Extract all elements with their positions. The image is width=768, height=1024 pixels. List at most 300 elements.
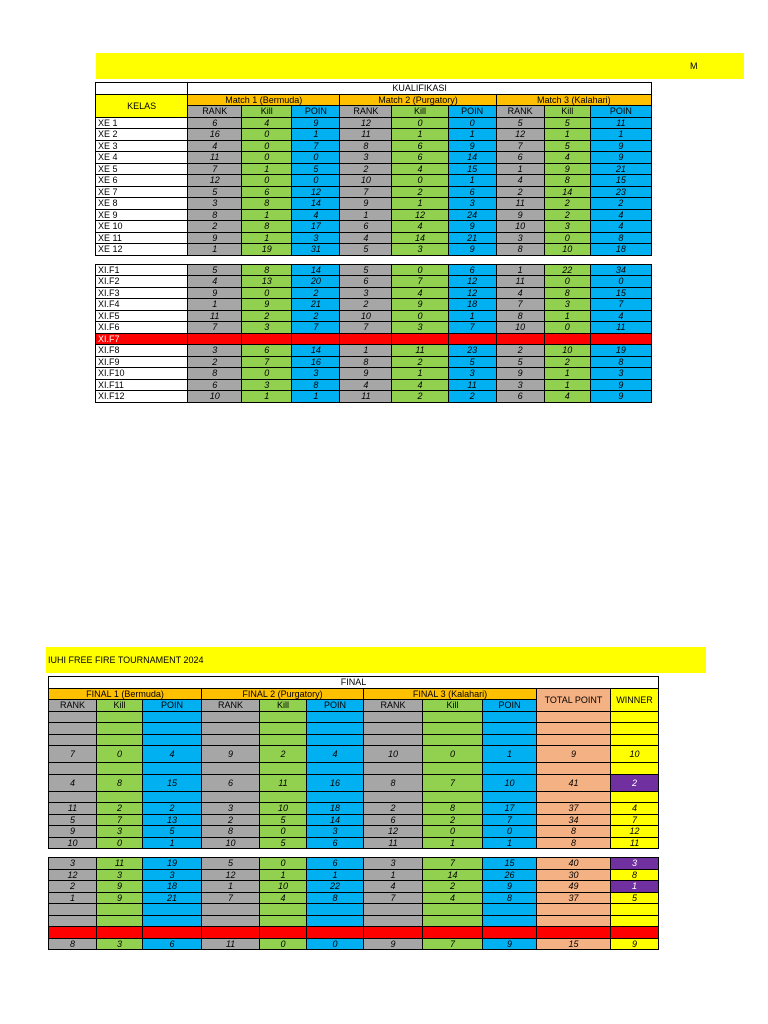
gap-cell bbox=[496, 255, 544, 264]
score-cell: 2 bbox=[544, 198, 590, 210]
table-row bbox=[49, 881, 659, 893]
score-cell: 0 bbox=[97, 746, 143, 763]
score-cell bbox=[143, 915, 202, 927]
score-cell: 3 bbox=[97, 938, 143, 950]
score-cell: 12 bbox=[292, 186, 340, 198]
total-point-cell: 8 bbox=[537, 837, 611, 849]
score-cell: 9 bbox=[590, 379, 651, 391]
score-cell bbox=[423, 904, 483, 916]
score-cell: 0 bbox=[242, 140, 292, 152]
score-cell: 1 bbox=[496, 163, 544, 175]
score-cell bbox=[260, 904, 307, 916]
gap-cell bbox=[97, 849, 143, 858]
score-cell: 21 bbox=[590, 163, 651, 175]
winner-cell: 8 bbox=[611, 869, 659, 881]
score-cell: 10 bbox=[496, 322, 544, 334]
table-row bbox=[49, 915, 659, 927]
score-cell: 1 bbox=[448, 175, 496, 187]
gap-cell bbox=[292, 255, 340, 264]
score-cell: 1 bbox=[496, 264, 544, 276]
score-cell: 1 bbox=[392, 198, 448, 210]
score-cell: 9 bbox=[483, 881, 537, 893]
score-cell: 9 bbox=[188, 232, 242, 244]
score-cell: 0 bbox=[544, 232, 590, 244]
score-cell: 11 bbox=[590, 117, 651, 129]
winner-header: WINNER bbox=[611, 688, 659, 711]
score-cell bbox=[49, 791, 97, 803]
column-header: POIN bbox=[590, 106, 651, 118]
score-cell bbox=[49, 763, 97, 775]
score-cell: 1 bbox=[392, 368, 448, 380]
table-row bbox=[49, 734, 659, 746]
table-row bbox=[49, 927, 659, 939]
score-cell bbox=[292, 333, 340, 345]
score-cell: 6 bbox=[496, 391, 544, 403]
score-cell: 4 bbox=[340, 232, 392, 244]
score-cell bbox=[143, 734, 202, 746]
score-cell: 6 bbox=[448, 264, 496, 276]
table-row bbox=[96, 391, 652, 403]
score-cell: 5 bbox=[260, 837, 307, 849]
score-cell: 6 bbox=[242, 345, 292, 357]
score-cell: 11 bbox=[188, 152, 242, 164]
score-cell: 14 bbox=[392, 232, 448, 244]
score-cell: 1 bbox=[307, 869, 364, 881]
score-cell: 0 bbox=[392, 175, 448, 187]
score-cell: 1 bbox=[544, 368, 590, 380]
table-row bbox=[49, 791, 659, 803]
score-cell: 0 bbox=[590, 276, 651, 288]
table-row bbox=[96, 322, 652, 334]
score-cell: 11 bbox=[188, 310, 242, 322]
score-cell bbox=[423, 927, 483, 939]
score-cell bbox=[307, 904, 364, 916]
score-cell: 3 bbox=[448, 198, 496, 210]
score-cell: 5 bbox=[544, 140, 590, 152]
table-row bbox=[49, 803, 659, 815]
score-cell: 12 bbox=[202, 869, 260, 881]
score-cell bbox=[49, 723, 97, 735]
score-cell: 7 bbox=[188, 163, 242, 175]
final-match-header: FINAL 3 (Kalahari) bbox=[364, 688, 537, 700]
score-cell: 15 bbox=[143, 774, 202, 791]
kelas-header: KELAS bbox=[96, 94, 188, 117]
score-cell: 1 bbox=[260, 869, 307, 881]
score-cell bbox=[483, 927, 537, 939]
score-cell: 1 bbox=[340, 345, 392, 357]
match-header: Match 1 (Bermuda) bbox=[188, 94, 340, 106]
score-cell: 7 bbox=[202, 892, 260, 904]
score-cell bbox=[392, 333, 448, 345]
score-cell: 6 bbox=[496, 152, 544, 164]
score-cell: 9 bbox=[590, 152, 651, 164]
table-row bbox=[96, 264, 652, 276]
score-cell: 9 bbox=[340, 198, 392, 210]
score-cell: 19 bbox=[590, 345, 651, 357]
score-cell bbox=[423, 915, 483, 927]
table-row bbox=[96, 287, 652, 299]
final-match-header: FINAL 2 (Purgatory) bbox=[202, 688, 364, 700]
gap-cell bbox=[307, 849, 364, 858]
gap-cell bbox=[96, 255, 188, 264]
total-point-cell bbox=[537, 723, 611, 735]
score-cell: 1 bbox=[483, 746, 537, 763]
total-point-cell: 15 bbox=[537, 938, 611, 950]
score-cell: 24 bbox=[448, 209, 496, 221]
score-cell: 2 bbox=[292, 287, 340, 299]
score-cell: 9 bbox=[49, 826, 97, 838]
score-cell: 19 bbox=[242, 244, 292, 256]
score-cell bbox=[143, 711, 202, 723]
winner-cell bbox=[611, 711, 659, 723]
score-cell bbox=[97, 915, 143, 927]
score-cell: 17 bbox=[292, 221, 340, 233]
score-cell bbox=[364, 723, 423, 735]
score-cell: 8 bbox=[340, 140, 392, 152]
table-row bbox=[49, 826, 659, 838]
score-cell: 7 bbox=[496, 299, 544, 311]
score-cell: 11 bbox=[496, 198, 544, 210]
total-point-cell: 37 bbox=[537, 892, 611, 904]
score-cell: 2 bbox=[260, 746, 307, 763]
score-cell: 5 bbox=[340, 244, 392, 256]
score-cell: 8 bbox=[242, 221, 292, 233]
score-cell: 5 bbox=[202, 858, 260, 870]
column-header: RANK bbox=[364, 700, 423, 712]
total-point-cell: 41 bbox=[537, 774, 611, 791]
total-point-header: TOTAL POINT bbox=[537, 688, 611, 711]
score-cell: 4 bbox=[49, 774, 97, 791]
score-cell: 11 bbox=[496, 276, 544, 288]
column-header: RANK bbox=[202, 700, 260, 712]
score-cell: 14 bbox=[423, 869, 483, 881]
score-cell: 7 bbox=[423, 774, 483, 791]
score-cell: 5 bbox=[188, 264, 242, 276]
score-cell: 4 bbox=[188, 140, 242, 152]
final-title-row bbox=[49, 677, 659, 689]
score-cell: 10 bbox=[49, 837, 97, 849]
score-cell bbox=[307, 791, 364, 803]
class-label: XE 1 bbox=[96, 117, 188, 129]
score-cell: 12 bbox=[188, 175, 242, 187]
total-point-cell bbox=[537, 904, 611, 916]
score-cell bbox=[364, 791, 423, 803]
score-cell: 1 bbox=[242, 209, 292, 221]
score-cell: 13 bbox=[143, 814, 202, 826]
score-cell: 8 bbox=[590, 232, 651, 244]
score-cell: 2 bbox=[392, 391, 448, 403]
score-cell bbox=[364, 763, 423, 775]
score-cell bbox=[202, 927, 260, 939]
score-cell bbox=[143, 763, 202, 775]
score-cell: 12 bbox=[448, 287, 496, 299]
score-cell: 12 bbox=[340, 117, 392, 129]
class-label: XE 2 bbox=[96, 129, 188, 141]
score-cell: 1 bbox=[188, 244, 242, 256]
score-cell: 4 bbox=[544, 391, 590, 403]
score-cell bbox=[423, 791, 483, 803]
total-point-cell: 37 bbox=[537, 803, 611, 815]
score-cell: 11 bbox=[590, 322, 651, 334]
table-row bbox=[49, 711, 659, 723]
score-cell: 12 bbox=[392, 209, 448, 221]
score-cell bbox=[307, 915, 364, 927]
score-cell: 8 bbox=[544, 175, 590, 187]
score-cell: 2 bbox=[188, 356, 242, 368]
score-cell: 14 bbox=[544, 186, 590, 198]
winner-cell: 10 bbox=[611, 746, 659, 763]
score-cell: 9 bbox=[448, 244, 496, 256]
score-cell: 0 bbox=[423, 746, 483, 763]
table-row bbox=[49, 858, 659, 870]
row-gap bbox=[96, 255, 652, 264]
score-cell: 4 bbox=[392, 379, 448, 391]
score-cell: 0 bbox=[242, 129, 292, 141]
score-cell bbox=[49, 915, 97, 927]
score-cell: 7 bbox=[188, 322, 242, 334]
score-cell: 8 bbox=[307, 892, 364, 904]
gap-cell bbox=[242, 255, 292, 264]
score-cell bbox=[143, 791, 202, 803]
score-cell: 11 bbox=[202, 938, 260, 950]
score-cell: 10 bbox=[483, 774, 537, 791]
table-row bbox=[49, 746, 659, 763]
score-cell bbox=[483, 734, 537, 746]
score-cell: 1 bbox=[448, 129, 496, 141]
table-row bbox=[96, 356, 652, 368]
score-cell bbox=[97, 711, 143, 723]
score-cell: 7 bbox=[242, 356, 292, 368]
score-cell: 9 bbox=[188, 287, 242, 299]
winner-cell bbox=[611, 927, 659, 939]
winner-cell: 9 bbox=[611, 938, 659, 950]
table-row bbox=[96, 140, 652, 152]
score-cell bbox=[340, 333, 392, 345]
table-row bbox=[49, 938, 659, 950]
score-cell bbox=[49, 904, 97, 916]
score-cell: 11 bbox=[340, 391, 392, 403]
total-point-cell: 40 bbox=[537, 858, 611, 870]
score-cell bbox=[423, 734, 483, 746]
score-cell: 12 bbox=[49, 869, 97, 881]
score-cell: 20 bbox=[292, 276, 340, 288]
score-cell: 2 bbox=[496, 345, 544, 357]
score-cell: 3 bbox=[544, 299, 590, 311]
score-cell bbox=[364, 711, 423, 723]
table-row bbox=[49, 892, 659, 904]
winner-cell bbox=[611, 915, 659, 927]
gap-cell bbox=[364, 849, 423, 858]
score-cell bbox=[202, 711, 260, 723]
score-cell: 4 bbox=[423, 892, 483, 904]
score-cell bbox=[97, 723, 143, 735]
score-cell: 10 bbox=[260, 881, 307, 893]
score-cell: 15 bbox=[448, 163, 496, 175]
score-cell: 1 bbox=[49, 892, 97, 904]
score-cell: 5 bbox=[260, 814, 307, 826]
score-cell: 8 bbox=[292, 379, 340, 391]
score-cell: 4 bbox=[364, 881, 423, 893]
score-cell: 8 bbox=[202, 826, 260, 838]
score-cell: 2 bbox=[340, 163, 392, 175]
qual-title-row bbox=[96, 83, 652, 95]
score-cell: 2 bbox=[188, 221, 242, 233]
class-label: XE 10 bbox=[96, 221, 188, 233]
score-cell: 8 bbox=[423, 803, 483, 815]
score-cell: 23 bbox=[590, 186, 651, 198]
score-cell bbox=[423, 763, 483, 775]
class-label: XI.F6 bbox=[96, 322, 188, 334]
table-row bbox=[96, 345, 652, 357]
gap-cell bbox=[392, 255, 448, 264]
winner-cell: 12 bbox=[611, 826, 659, 838]
class-label: XI.F4 bbox=[96, 299, 188, 311]
class-label: XI.F8 bbox=[96, 345, 188, 357]
score-cell: 2 bbox=[292, 310, 340, 322]
class-label: XE 7 bbox=[96, 186, 188, 198]
score-cell bbox=[364, 734, 423, 746]
table-row bbox=[96, 379, 652, 391]
gap-cell bbox=[188, 255, 242, 264]
class-label: XI.F10 bbox=[96, 368, 188, 380]
score-cell: 12 bbox=[364, 826, 423, 838]
score-cell: 3 bbox=[188, 345, 242, 357]
score-cell: 1 bbox=[392, 129, 448, 141]
total-point-cell: 30 bbox=[537, 869, 611, 881]
score-cell: 0 bbox=[448, 117, 496, 129]
score-cell: 10 bbox=[544, 345, 590, 357]
score-cell: 3 bbox=[242, 379, 292, 391]
final-title: FINAL bbox=[49, 677, 659, 689]
score-cell: 5 bbox=[292, 163, 340, 175]
column-header: POIN bbox=[292, 106, 340, 118]
score-cell: 6 bbox=[340, 221, 392, 233]
winner-cell: 3 bbox=[611, 858, 659, 870]
column-header: RANK bbox=[49, 700, 97, 712]
score-cell: 7 bbox=[448, 322, 496, 334]
table-row bbox=[96, 163, 652, 175]
table-row bbox=[96, 310, 652, 322]
class-label: XE 8 bbox=[96, 198, 188, 210]
match-header: Match 3 (Kalahari) bbox=[496, 94, 651, 106]
score-cell: 16 bbox=[292, 356, 340, 368]
score-cell: 3 bbox=[49, 858, 97, 870]
score-cell bbox=[242, 333, 292, 345]
total-point-cell bbox=[537, 927, 611, 939]
score-cell: 7 bbox=[392, 276, 448, 288]
score-cell bbox=[143, 723, 202, 735]
table-row bbox=[96, 333, 652, 345]
final-table bbox=[48, 676, 659, 950]
score-cell bbox=[483, 791, 537, 803]
score-cell: 3 bbox=[340, 152, 392, 164]
gap-cell bbox=[537, 849, 611, 858]
score-cell: 21 bbox=[448, 232, 496, 244]
score-cell: 6 bbox=[392, 140, 448, 152]
score-cell: 0 bbox=[242, 175, 292, 187]
score-cell: 0 bbox=[242, 287, 292, 299]
score-cell: 6 bbox=[143, 938, 202, 950]
gap-cell bbox=[49, 849, 97, 858]
score-cell: 7 bbox=[590, 299, 651, 311]
table-row bbox=[96, 276, 652, 288]
score-cell bbox=[260, 723, 307, 735]
score-cell bbox=[483, 915, 537, 927]
gap-cell bbox=[448, 255, 496, 264]
score-cell: 1 bbox=[202, 881, 260, 893]
column-header: RANK bbox=[188, 106, 242, 118]
score-cell: 7 bbox=[292, 322, 340, 334]
gap-cell bbox=[483, 849, 537, 858]
score-cell: 11 bbox=[364, 837, 423, 849]
score-cell: 9 bbox=[202, 746, 260, 763]
score-cell: 0 bbox=[242, 368, 292, 380]
score-cell: 7 bbox=[97, 814, 143, 826]
column-header: Kill bbox=[242, 106, 292, 118]
score-cell: 9 bbox=[448, 221, 496, 233]
score-cell bbox=[202, 734, 260, 746]
score-cell: 7 bbox=[423, 938, 483, 950]
class-label: XE 9 bbox=[96, 209, 188, 221]
class-label: XI.F2 bbox=[96, 276, 188, 288]
table-row bbox=[49, 774, 659, 791]
score-cell: 2 bbox=[97, 803, 143, 815]
score-cell: 3 bbox=[143, 869, 202, 881]
class-label: XI.F1 bbox=[96, 264, 188, 276]
score-cell: 1 bbox=[590, 129, 651, 141]
score-cell: 1 bbox=[423, 837, 483, 849]
score-cell: 1 bbox=[340, 209, 392, 221]
score-cell bbox=[364, 927, 423, 939]
table-row bbox=[96, 175, 652, 187]
score-cell: 11 bbox=[260, 774, 307, 791]
score-cell: 8 bbox=[188, 368, 242, 380]
score-cell: 6 bbox=[340, 276, 392, 288]
table-row bbox=[96, 198, 652, 210]
top-banner-text: M bbox=[690, 61, 698, 71]
score-cell: 8 bbox=[496, 310, 544, 322]
score-cell bbox=[483, 763, 537, 775]
table-row bbox=[49, 869, 659, 881]
score-cell: 14 bbox=[307, 814, 364, 826]
score-cell bbox=[49, 927, 97, 939]
table-row bbox=[49, 837, 659, 849]
score-cell: 0 bbox=[242, 152, 292, 164]
qualification-table bbox=[95, 82, 652, 403]
score-cell: 10 bbox=[188, 391, 242, 403]
winner-cell: 4 bbox=[611, 803, 659, 815]
score-cell: 12 bbox=[496, 129, 544, 141]
column-header: RANK bbox=[496, 106, 544, 118]
blank-cell bbox=[96, 83, 188, 95]
score-cell: 4 bbox=[392, 163, 448, 175]
column-header: RANK bbox=[340, 106, 392, 118]
score-cell: 2 bbox=[423, 881, 483, 893]
score-cell: 0 bbox=[292, 175, 340, 187]
score-cell: 6 bbox=[307, 837, 364, 849]
score-cell: 11 bbox=[97, 858, 143, 870]
score-cell: 9 bbox=[590, 140, 651, 152]
score-cell bbox=[202, 904, 260, 916]
score-cell: 5 bbox=[496, 356, 544, 368]
top-banner bbox=[96, 53, 744, 79]
score-cell: 0 bbox=[260, 858, 307, 870]
score-cell: 6 bbox=[392, 152, 448, 164]
score-cell: 3 bbox=[364, 858, 423, 870]
score-cell: 0 bbox=[544, 276, 590, 288]
score-cell: 4 bbox=[242, 117, 292, 129]
score-cell: 4 bbox=[260, 892, 307, 904]
